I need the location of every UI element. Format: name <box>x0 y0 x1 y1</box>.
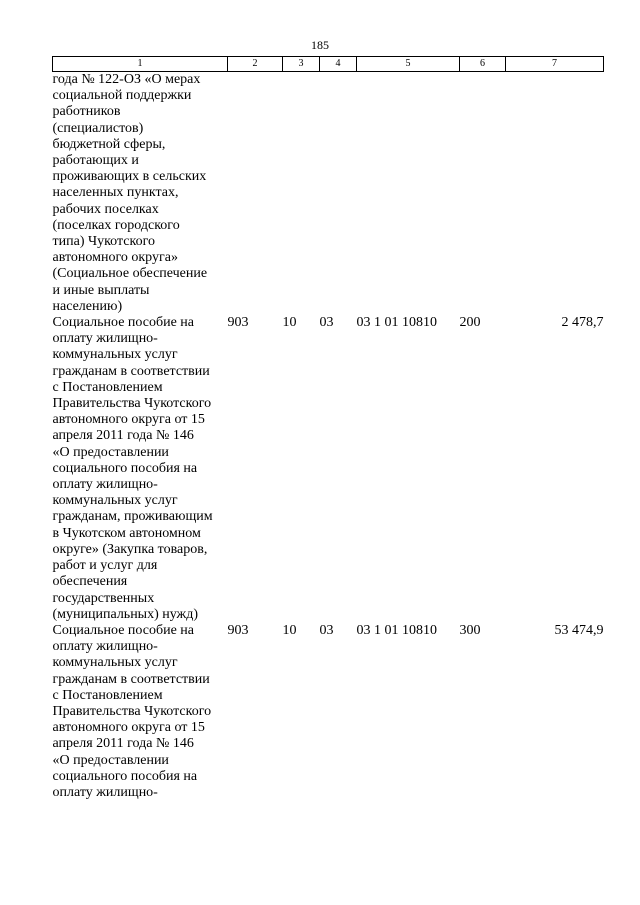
name-line: коммунальных услуг <box>52 493 178 509</box>
name-line: автономного округа» <box>52 250 178 266</box>
name-line: (Социальное обеспечение <box>52 266 208 282</box>
row-name-cell <box>53 72 228 316</box>
name-line: государственных <box>52 590 155 606</box>
page-number: 185 <box>311 38 329 52</box>
name-line: бюджетной сферы, <box>52 136 166 152</box>
admin-code-cell <box>228 72 283 316</box>
name-line: гражданам, проживающим <box>52 509 213 525</box>
name-line: гражданам в соответствии <box>52 363 210 379</box>
amount-cell <box>506 72 604 316</box>
row-name-cell <box>53 623 228 801</box>
column-header-6: 6 <box>460 57 506 72</box>
target-article-cell <box>357 72 460 316</box>
name-line: проживающих в сельских <box>52 169 207 185</box>
name-line: автономного округа от 15 <box>52 412 205 428</box>
target-article-cell: 03 1 01 10810 <box>356 622 437 638</box>
name-line: «О предоставлении <box>52 444 169 460</box>
name-line: Правительства Чукотского <box>52 396 212 412</box>
expense-type-cell: 200 <box>459 315 481 331</box>
name-line: работ и услуг для <box>52 558 158 574</box>
table-body <box>53 72 604 802</box>
name-line: населенных пунктах, <box>52 185 179 201</box>
name-line: социального пособия на <box>52 460 198 476</box>
name-line: (поселках городского <box>52 217 180 233</box>
name-line: рабочих поселках <box>52 201 159 217</box>
section-code-cell: 10 <box>282 622 297 638</box>
name-line: апреля 2011 года № 146 <box>52 736 194 752</box>
name-line: автономного округа от 15 <box>52 720 205 736</box>
name-line: апреля 2011 года № 146 <box>52 428 194 444</box>
amount-cell: 53 474,9 <box>554 622 604 638</box>
column-header-1: 1 <box>53 57 228 72</box>
column-header-7: 7 <box>506 57 604 72</box>
name-line: (муниципальных) нужд) <box>52 606 199 622</box>
name-line: населению) <box>52 298 123 314</box>
table-row <box>53 315 604 623</box>
name-line: типа) Чукотского <box>52 234 155 250</box>
name-line: работающих и <box>52 153 139 169</box>
amount-cell: 2 478,7 <box>561 315 604 331</box>
name-line: работников <box>52 104 121 120</box>
subsection-code-cell: 03 <box>319 622 334 638</box>
name-line: округе» (Закупка товаров, <box>52 541 208 557</box>
name-line: Социальное пособие на <box>52 622 194 638</box>
column-header-5: 5 <box>357 57 460 72</box>
name-line: оплату жилищно- <box>52 784 158 800</box>
name-line: оплату жилищно- <box>52 331 158 347</box>
row-name-cell <box>53 315 228 623</box>
expense-type-cell: 300 <box>459 622 481 638</box>
name-line: (специалистов) <box>52 120 144 136</box>
name-line: в Чукотском автономном <box>52 525 201 541</box>
subsection-code-cell: 03 <box>319 315 334 331</box>
target-article-cell: 03 1 01 10810 <box>356 315 437 331</box>
table-row <box>53 72 604 316</box>
table-header <box>53 57 604 72</box>
name-line: обеспечения <box>52 574 128 590</box>
expense-type-cell <box>460 72 506 316</box>
section-code-cell <box>283 72 320 316</box>
admin-code-cell: 903 <box>227 315 249 331</box>
name-line: гражданам в соответствии <box>52 671 210 687</box>
name-line: и иные выплаты <box>52 282 150 298</box>
budget-table <box>52 56 604 801</box>
table-row <box>53 623 604 801</box>
name-line: «О предоставлении <box>52 752 169 768</box>
name-line: коммунальных услуг <box>52 655 178 671</box>
name-line: Социальное пособие на <box>52 315 194 331</box>
header-row <box>53 57 604 72</box>
name-line: года № 122-ОЗ «О мерах <box>52 72 201 87</box>
column-header-4: 4 <box>320 57 357 72</box>
name-line: оплату жилищно- <box>52 477 158 493</box>
subsection-code-cell <box>320 72 357 316</box>
name-line: Правительства Чукотского <box>52 703 212 719</box>
name-line: социальной поддержки <box>52 88 192 104</box>
admin-code-cell: 903 <box>227 622 249 638</box>
column-header-3: 3 <box>283 57 320 72</box>
name-line: с Постановлением <box>52 379 163 395</box>
column-header-2: 2 <box>228 57 283 72</box>
name-line: коммунальных услуг <box>52 347 178 363</box>
name-line: с Постановлением <box>52 687 163 703</box>
name-line: оплату жилищно- <box>52 639 158 655</box>
name-line: социального пособия на <box>52 768 198 784</box>
section-code-cell: 10 <box>282 315 297 331</box>
